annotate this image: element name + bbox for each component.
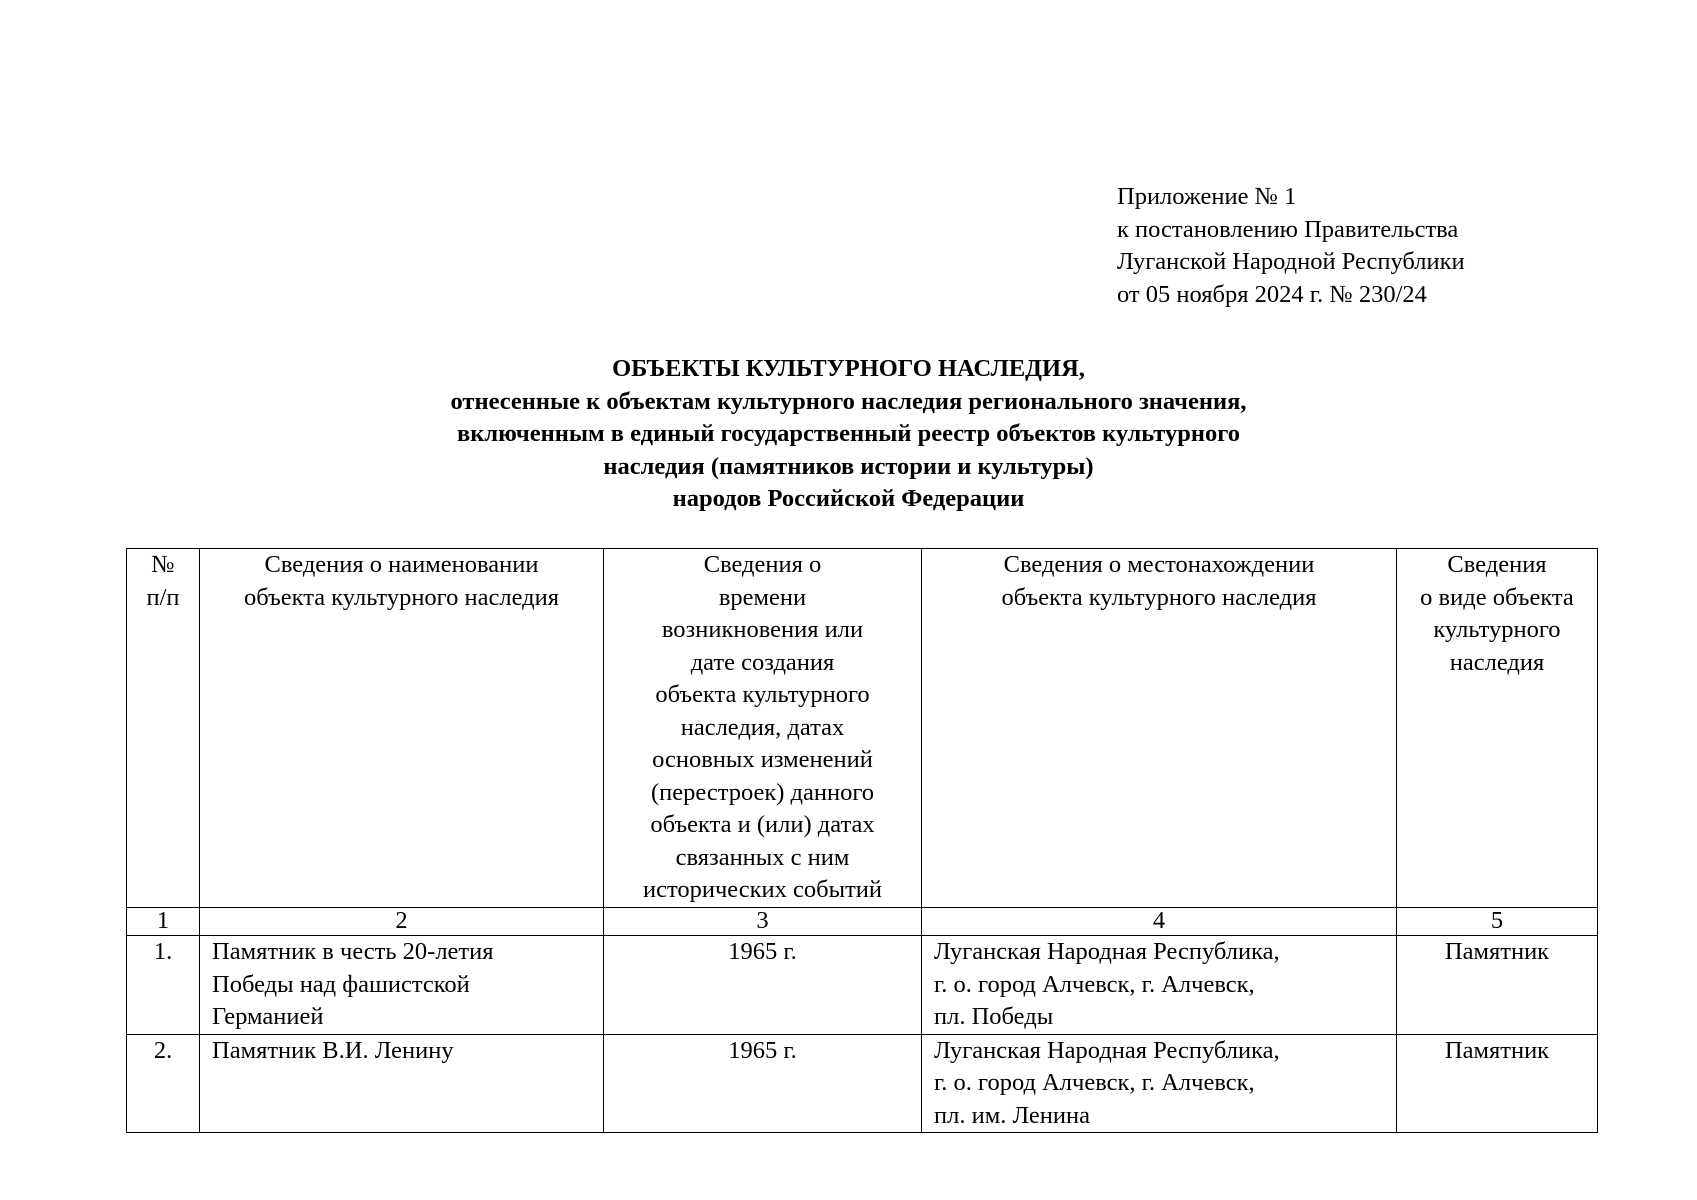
title-line: отнесенные к объектам культурного наследия регионального значения, xyxy=(450,387,1247,415)
text-line: Памятник в честь 20-летия xyxy=(212,938,494,965)
text-line: г. о. город Алчевск, г. Алчевск, xyxy=(934,1069,1255,1096)
text-line: возникновения или xyxy=(661,616,864,643)
text-line: Германией xyxy=(212,1003,324,1030)
text-line: культурного xyxy=(1433,616,1561,643)
text-line: наследия xyxy=(1449,648,1545,676)
object-date: 1965 г. xyxy=(604,1034,922,1133)
text-line: Луганская Народная Республика, xyxy=(934,1036,1280,1064)
title-line: включенным в единый государственный реестр объектов культурного xyxy=(457,420,1240,447)
text-line: объекта культурного наследия xyxy=(1001,583,1317,611)
text-line: Сведения xyxy=(1447,551,1547,578)
text-line: (перестроек) данного xyxy=(650,778,875,806)
header-cell-location xyxy=(922,549,1397,908)
text-line: Памятник В.И. Ленину xyxy=(212,1036,454,1064)
table-row xyxy=(127,936,1598,1035)
text-line: о виде объекта xyxy=(1420,583,1574,611)
appendix-line: Луганской Народной Республики xyxy=(1117,248,1465,275)
header-cell-name xyxy=(200,549,604,908)
row-number: 2. xyxy=(127,1034,200,1133)
heritage-table xyxy=(126,548,1598,1133)
object-name xyxy=(200,1034,604,1133)
object-location xyxy=(922,936,1397,1035)
text-line: объекта культурного xyxy=(655,681,870,708)
text-line: исторических событий xyxy=(642,876,883,903)
title-line: наследия (памятников истории и культуры) xyxy=(603,452,1094,480)
appendix-line: к постановлению Правительства xyxy=(1117,215,1459,243)
appendix-header xyxy=(1117,181,1465,311)
text-line: пл. Победы xyxy=(934,1003,1054,1030)
document-title xyxy=(0,353,1697,516)
text-line: объекта и (или) датах xyxy=(650,811,875,838)
column-number: 5 xyxy=(1397,908,1598,936)
text-line: объекта культурного наследия xyxy=(244,583,559,611)
title-line: народов Российской Федерации xyxy=(672,485,1025,512)
object-name xyxy=(200,936,604,1035)
text-line: времени xyxy=(718,583,807,611)
text-line: связанных с ним xyxy=(675,843,850,871)
appendix-line: Приложение № 1 xyxy=(1117,183,1297,210)
object-type: Памятник xyxy=(1397,936,1598,1035)
text-line: основных изменений xyxy=(652,746,873,773)
header-cell-number xyxy=(127,549,200,908)
text-line: Луганская Народная Республика, xyxy=(934,938,1280,965)
text-line: дате создания xyxy=(690,648,835,676)
text-line: наследия, датах xyxy=(680,713,845,741)
title-heading: ОБЪЕКТЫ КУЛЬТУРНОГО НАСЛЕДИЯ, xyxy=(612,355,1085,382)
column-number: 4 xyxy=(922,908,1397,936)
table-header-row xyxy=(127,549,1598,908)
column-number: 1 xyxy=(127,908,200,936)
text-line: пл. им. Ленина xyxy=(934,1101,1090,1129)
text-line: п/п xyxy=(146,583,180,611)
object-date: 1965 г. xyxy=(604,936,922,1035)
text-line: Сведения о xyxy=(703,551,822,578)
object-location xyxy=(922,1034,1397,1133)
text-line: № xyxy=(151,551,175,578)
table-row xyxy=(127,1034,1598,1133)
text-line: Сведения о местонахождении xyxy=(1003,551,1315,578)
header-cell-type xyxy=(1397,549,1598,908)
column-number: 3 xyxy=(604,908,922,936)
header-cell-date xyxy=(604,549,922,908)
row-number: 1. xyxy=(127,936,200,1035)
column-number: 2 xyxy=(200,908,604,936)
text-line: г. о. город Алчевск, г. Алчевск, xyxy=(934,970,1255,998)
appendix-line: от 05 ноября 2024 г. № 230/24 xyxy=(1117,280,1427,308)
text-line: Победы над фашистской xyxy=(212,970,470,998)
column-number-row xyxy=(127,908,1598,936)
object-type: Памятник xyxy=(1397,1034,1598,1133)
text-line: Сведения о наименовании xyxy=(264,551,539,578)
